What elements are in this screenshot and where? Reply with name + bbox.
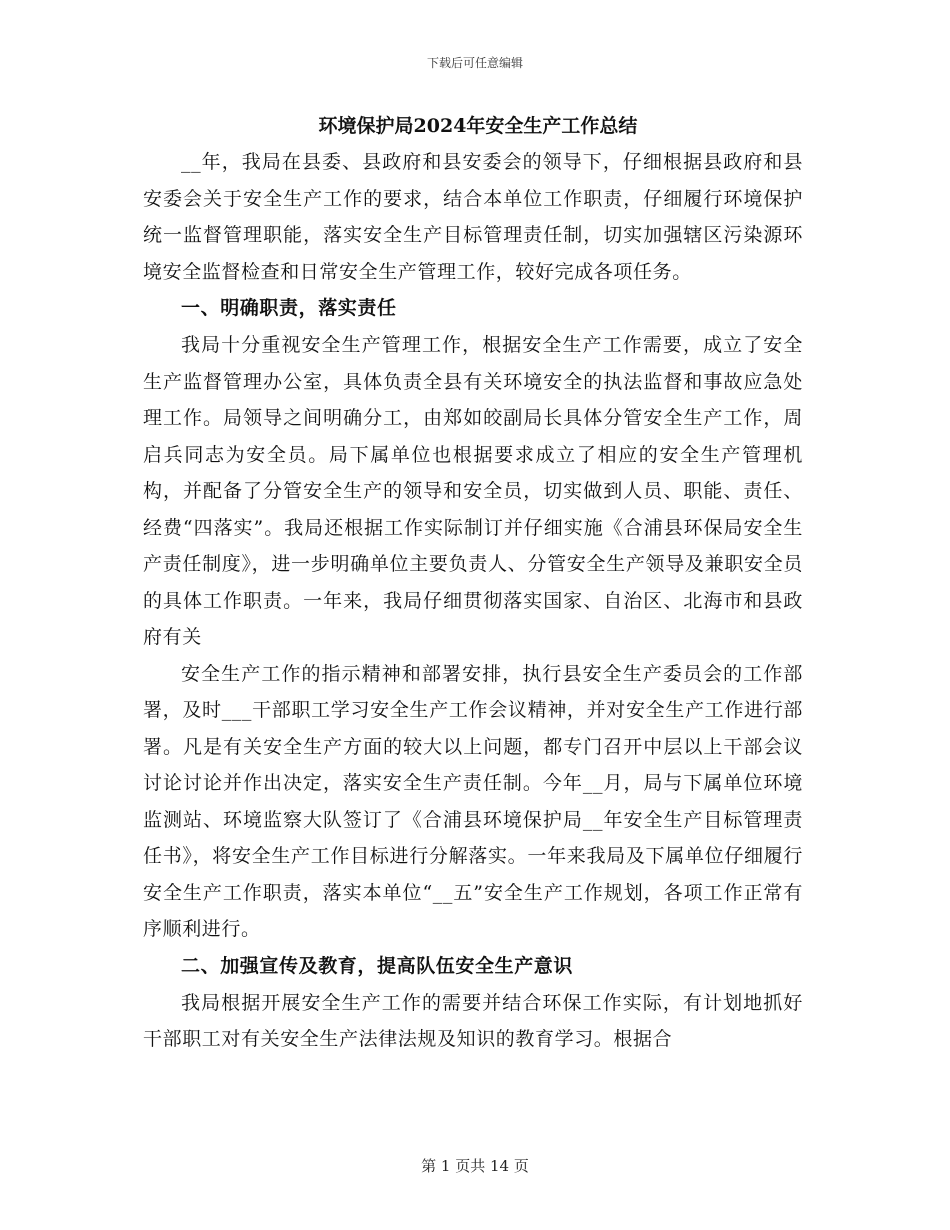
page-indicator: 第 1 页共 14 页 — [421, 1157, 529, 1175]
paragraph-section-1a: 我局十分重视安全生产管理工作，根据安全生产工作需要，成立了安全生产监督管理办公室，具体负责全县有关环境安全的执法监督和事故应急处理工作。局领导之间明确分工，由郑如皎副局长具体分管安全生产工作，周启兵同志为安全员。局下属单位也根据要求成立了相应的安全生产管理机构，并配备了分管安全生产的领导和安全员，切实做到人员、职能、责任、经费“四落实”。我局还根据工作实际制订并仔细实施《合浦县环保局安全生产责任制度》，进一步明确单位主要负责人、分管安全生产领导及兼职安全员的具体工作职责。一年来，我局仔细贯彻落实国家、自治区、北海市和县政府有关 — [143, 334, 803, 648]
section-heading-2: 二、加强宣传及教育，提高队伍安全生产意识 — [181, 954, 574, 977]
header-note: 下载后可任意编辑 — [426, 56, 523, 70]
document-title: 环境保护局2024年安全生产工作总结 — [318, 115, 638, 137]
document-body — [143, 108, 803, 1058]
paragraph-intro: __年，我局在县委、县政府和县安委会的领导下，仔细根据县政府和县安委会关于安全生产工作的要求，结合本单位工作职责，仔细履行环境保护统一监督管理职能，落实安全生产目标管理责任制，切实加强辖区污染源环境安全监督检查和日常安全生产管理工作，较好完成各项任务。 — [143, 151, 803, 283]
paragraph-section-1b: 安全生产工作的指示精神和部署安排，执行县安全生产委员会的工作部署，及时___干部职工学习安全生产工作会议精神，并对安全生产工作进行部署。凡是有关安全生产方面的较大以上问题，都专门召开中层以上干部会议讨论讨论并作出决定，落实安全生产责任制。今年__月，局与下属单位环境监测站、环境监察大队签订了《合浦县环境保护局__年安全生产目标管理责任书》，将安全生产工作目标进行分解落实。一年来我局及下属单位仔细履行安全生产工作职责，落实本单位“__五”安全生产工作规划，各项工作正常有序顺利进行。 — [143, 662, 803, 940]
section-heading-1: 一、明确职责，落实责任 — [181, 297, 397, 319]
paragraph-section-2a: 我局根据开展安全生产工作的需要并结合环保工作实际，有计划地抓好干部职工对有关安全生产法律法规及知识的教育学习。根据合 — [143, 991, 803, 1050]
